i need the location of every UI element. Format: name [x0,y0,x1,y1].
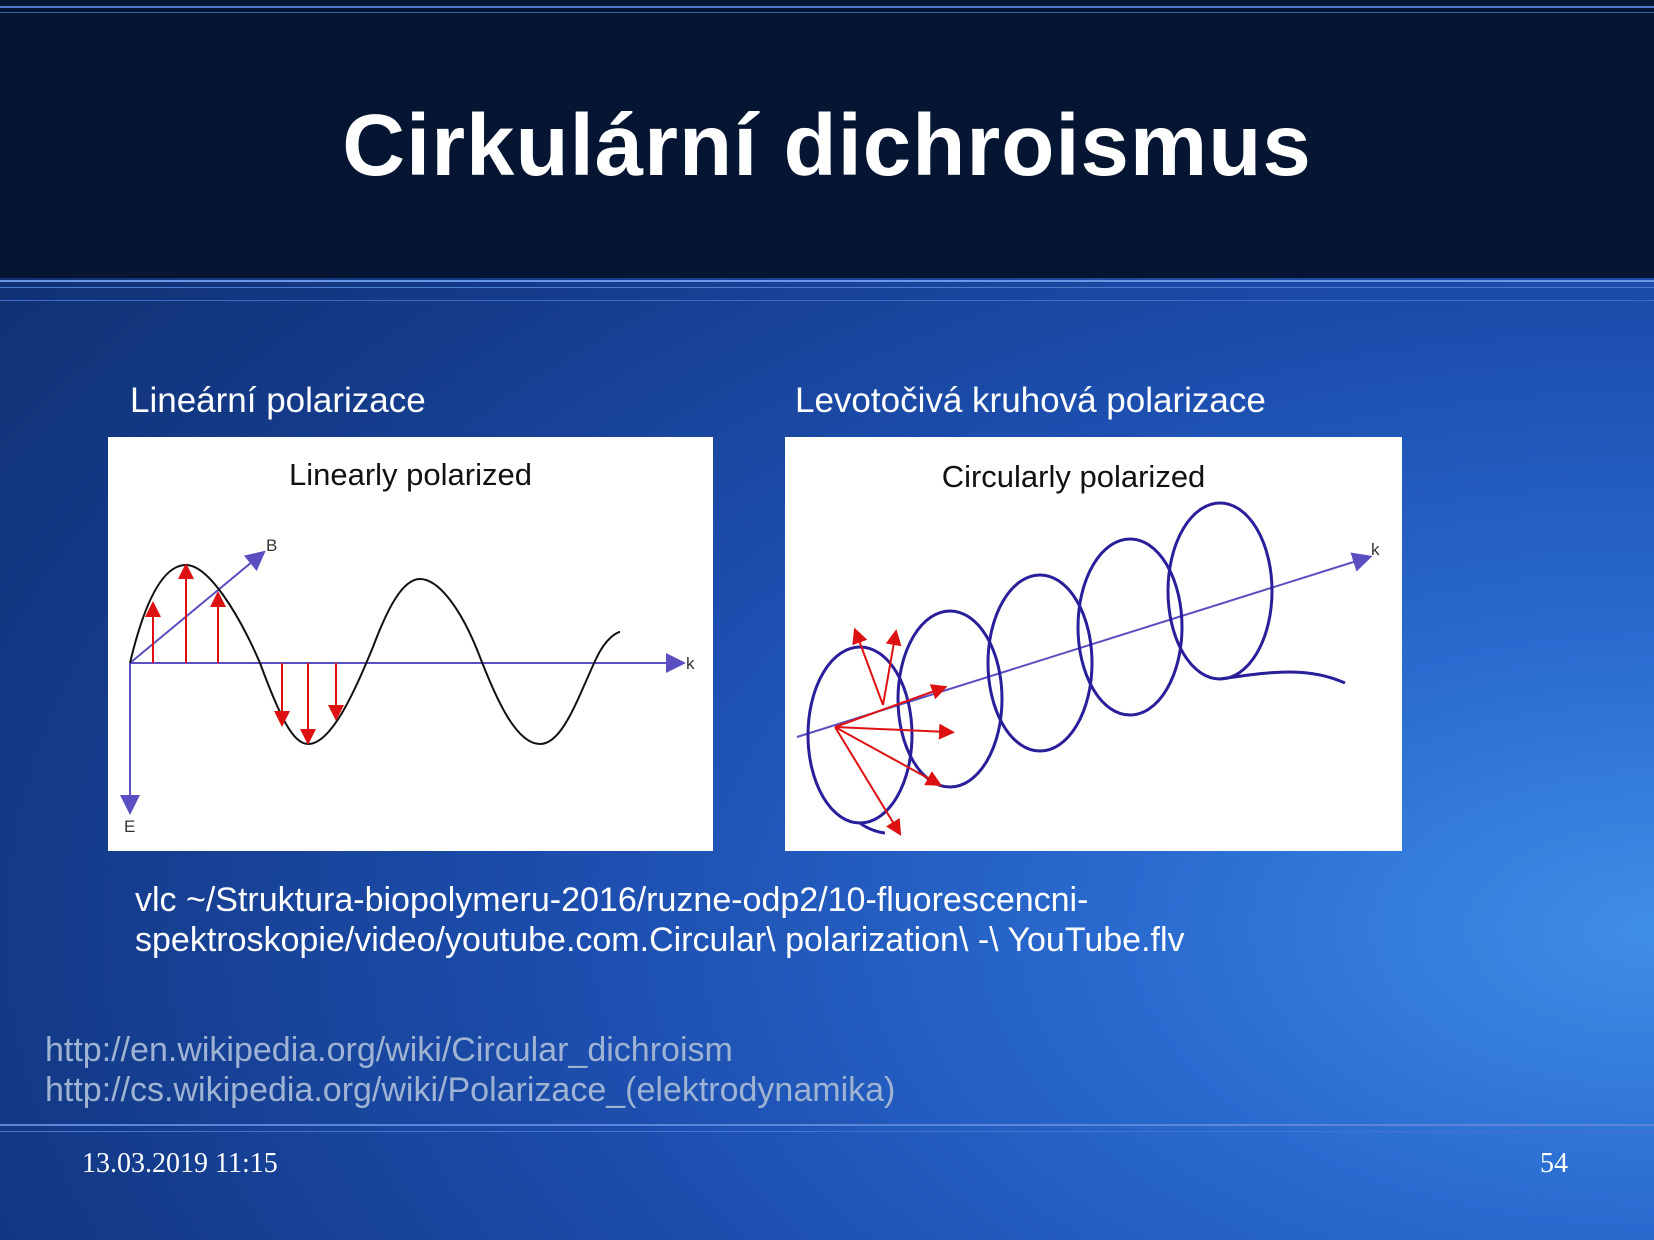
e-vector-6 [883,637,895,705]
e-vector-5 [857,635,883,705]
video-command [135,880,1585,960]
reference-links [45,1030,895,1110]
linear-polarization-diagram [108,437,713,851]
header-divider-3 [0,300,1654,301]
helix-loop-4 [1078,539,1182,715]
footer-line-2 [0,1131,1654,1132]
helix-loop-5 [1168,503,1272,679]
label-e: E [124,817,136,836]
e-vector-1 [835,689,940,727]
header-top-line-2 [0,12,1654,13]
header-divider-2 [0,287,1654,288]
label-k: k [1371,540,1380,559]
header-divider [0,280,1654,282]
helix-loop-3 [988,575,1092,751]
e-vector-2 [835,727,947,732]
linear-polarization-figure [108,437,713,851]
link-wikipedia-en[interactable]: http://en.wikipedia.org/wiki/Circular_dichroism [45,1031,733,1069]
circular-polarization-figure [785,437,1402,851]
e-vector-3 [835,727,935,782]
footer-date: 13.03.2019 11:15 [82,1148,278,1179]
helix-start [860,823,885,833]
right-caption: Levotočivá kruhová polarizace [795,381,1266,420]
sine-wave [130,565,620,744]
slide-title: Cirkulární dichroismus [342,97,1312,194]
circular-figure-title: Circularly polarized [941,459,1206,494]
circular-polarization-diagram [785,437,1402,851]
label-b: B [266,536,278,555]
page-number: 54 [1540,1148,1568,1179]
link-wikipedia-cs[interactable]: http://cs.wikipedia.org/wiki/Polarizace_(elektrodynamika) [45,1071,896,1109]
left-caption: Lineární polarizace [130,381,426,420]
linear-figure-title: Linearly polarized [289,457,532,492]
footer-line [0,1124,1654,1126]
header-top-line [0,6,1654,8]
label-k: k [686,654,695,673]
helix-loop-1 [808,647,912,823]
b-axis [130,557,258,663]
command-line-1: vlc ~/Struktura-biopolymeru-2016/ruzne-odp2/10-fluorescencni- [135,881,1089,919]
command-line-2: spektroskopie/video/youtube.com.Circular\ polarization\ -\ YouTube.flv [135,921,1185,959]
e-vector-4 [835,727,897,829]
